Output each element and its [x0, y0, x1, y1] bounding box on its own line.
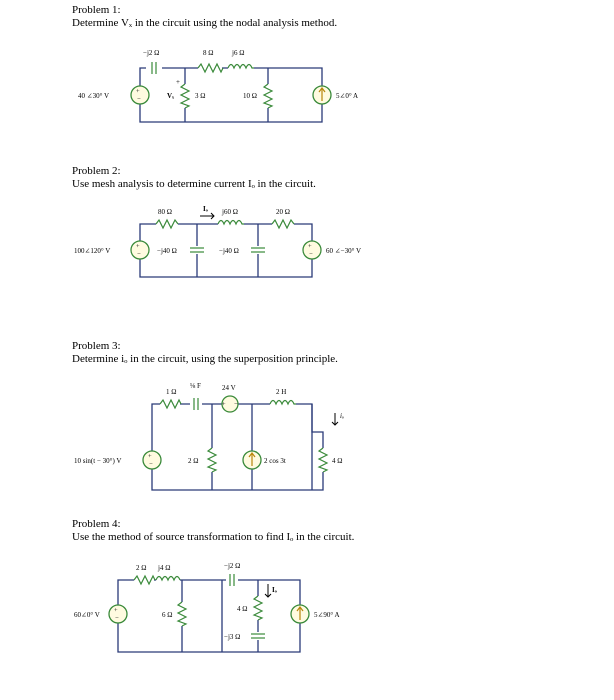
- r4-label: 4 Ω: [237, 605, 248, 613]
- circuit-2-gap: [251, 246, 265, 254]
- cap-label: ⅛ F: [190, 382, 201, 390]
- r6-label: 6 Ω: [162, 611, 173, 619]
- circuit-1: [78, 49, 358, 122]
- circuit-2: [74, 205, 361, 277]
- plus-sign: +: [114, 607, 118, 614]
- r10-label: 10 Ω: [243, 92, 257, 100]
- isrc-label: 5∠90° A: [314, 611, 340, 619]
- minus-sign: −: [115, 615, 119, 622]
- plus-sign: +: [222, 401, 226, 408]
- minus-sign: −: [137, 251, 141, 258]
- r2-label: 2 Ω: [188, 457, 199, 465]
- c3-label: −j3 Ω: [224, 633, 241, 641]
- circuit-4: [74, 562, 340, 652]
- cap-label: −j2 Ω: [143, 49, 160, 57]
- l2-label: 2 H: [276, 388, 287, 396]
- plus-sign: +: [148, 453, 152, 460]
- problem-4-title: Problem 4:: [72, 518, 121, 530]
- circuit-3: [74, 382, 344, 490]
- minus-sign: −: [309, 251, 313, 258]
- problem-2-title: Problem 2:: [72, 165, 121, 177]
- circuit-4-gap: [251, 632, 265, 640]
- l60-label: j60 Ω: [222, 208, 238, 216]
- problem-1-title: Problem 1:: [72, 4, 121, 16]
- problem-3-desc: Determine iₒ in the circuit, using the superposition principle.: [72, 353, 338, 365]
- c2-label: −j2 Ω: [224, 562, 241, 570]
- problem-3-title: Problem 3:: [72, 340, 121, 352]
- plus-sign: +: [308, 243, 312, 250]
- circuit-3-loop: [152, 404, 323, 490]
- plus-sign: +: [136, 243, 140, 250]
- isrc-label: 5∠0° A: [336, 92, 359, 100]
- problem-4-desc: Use the method of source transformation to find Iₒ in the circuit.: [72, 531, 355, 543]
- l4-label: j4 Ω: [158, 564, 171, 572]
- r20-label: 20 Ω: [276, 208, 290, 216]
- minus-sign: −: [149, 461, 153, 468]
- src-label: 60∠0° V: [74, 611, 100, 619]
- r1-label: 1 Ω: [166, 388, 177, 396]
- c40a-label: −j40 Ω: [157, 247, 177, 255]
- src-label: 10 sin(t − 30°) V: [74, 457, 122, 465]
- circuit-3-gap: [190, 398, 202, 410]
- circuit-2-gap: [190, 246, 204, 254]
- r2-label: 2 Ω: [136, 564, 147, 572]
- problem-1-desc: Determine Vₓ in the circuit using the nodal analysis method.: [72, 17, 338, 29]
- circuit-1-cap-gap: [146, 62, 162, 74]
- circuit-4-gap: [226, 574, 238, 586]
- io-label: iₒ: [340, 412, 344, 420]
- v24-label: 24 V: [222, 384, 236, 392]
- src1-label: 100∠120° V: [74, 247, 111, 255]
- l6-label: j6 Ω: [232, 49, 245, 57]
- vx-label: Vₓ: [167, 92, 175, 100]
- vx-plus: +: [176, 78, 180, 86]
- r3-label: 3 Ω: [195, 92, 206, 100]
- io-label: Iₒ: [203, 205, 208, 213]
- src2-label: 60 ∠−30° V: [326, 247, 362, 255]
- io-label: Iₒ: [272, 586, 277, 594]
- r4-label: 4 Ω: [332, 457, 343, 465]
- isrc-label: 2 cos 3t: [264, 457, 286, 465]
- minus-sign: −: [234, 401, 238, 408]
- r80-label: 80 Ω: [158, 208, 172, 216]
- src-label: 40 ∠30° V: [78, 92, 110, 100]
- minus-sign: −: [137, 96, 141, 103]
- problem-2-desc: Use mesh analysis to determine current Iₒ in the circuit.: [72, 178, 316, 190]
- c40b-label: −j40 Ω: [219, 247, 239, 255]
- plus-sign: +: [136, 88, 140, 95]
- r8-label: 8 Ω: [203, 49, 214, 57]
